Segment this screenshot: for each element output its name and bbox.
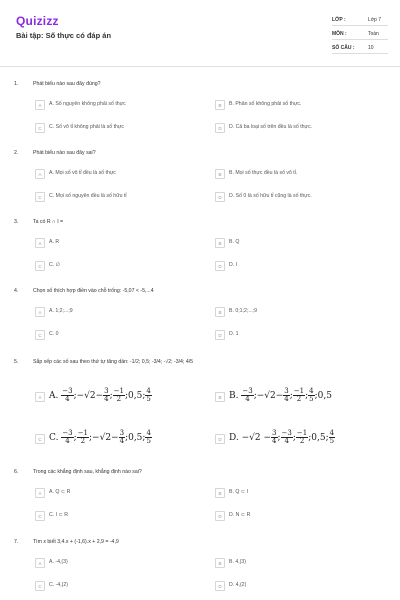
quizizz-logo: Quizizz (16, 14, 59, 28)
question-number: 2. (14, 150, 19, 156)
option-text: B. Phân số không phải số thực. (229, 101, 302, 107)
meta-key: LỚP : (332, 17, 346, 23)
option-text: A. Số nguyên không phải số thực (49, 101, 126, 107)
option-text: C. 0 (49, 331, 59, 337)
option-letter-box: D (215, 581, 225, 591)
meta-value: 10 (368, 45, 374, 51)
option-text: D. Cả ba loại số trên đều là số thực. (229, 124, 313, 130)
option-letter-box: B (215, 392, 225, 402)
meta-key: SỐ CÂU : (332, 45, 355, 51)
option-letter-box: C (35, 581, 45, 591)
meta-value: Lớp 7 (368, 17, 382, 23)
question-number: 7. (14, 539, 19, 545)
option-letter-box: D (215, 330, 225, 340)
option-letter-box: A (35, 238, 45, 248)
meta-key: MÔN : (332, 31, 347, 37)
option-letter-box: A (35, 392, 45, 402)
option-letter-box: C (35, 330, 45, 340)
question-text: Phát biểu nào sau đây đúng? (33, 81, 101, 87)
question-text: Phát biểu nào sau đây sai? (33, 150, 96, 156)
option-text: B. 0;1;2;...;9 (229, 308, 257, 314)
option-letter-box: C (35, 261, 45, 271)
option-text: C. I ⊂ R (49, 512, 69, 518)
option-letter-box: D (215, 261, 225, 271)
option-text: A. 1;2;...;9 (49, 308, 73, 314)
option-letter-box: C (35, 192, 45, 202)
option-text: B. Q ⊂ I (229, 489, 249, 495)
option-text: B. Q (229, 239, 240, 245)
option-text: D. N ⊂ R (229, 512, 251, 518)
option-text: B. (229, 391, 239, 401)
option-letter-box: C (35, 511, 45, 521)
option-math: D. −√2 − $\frac{3}{4}$ ; $\frac{-3}{4}$ ; $\frac{-1}{2}$ ;0,5; $\frac{4}{5}$ (229, 429, 335, 445)
option-letter-box: D (215, 123, 225, 133)
meta-value: Toán (368, 31, 379, 37)
question-number: 3. (14, 219, 19, 225)
option-text: D. −√2 − (229, 433, 272, 443)
option-letter-box: B (215, 558, 225, 568)
option-math: C. $\frac{-3}{4}$ ; $\frac{-1}{2}$ ;−√2− $\frac{3}{4}$ ;0,5; $\frac{4}{5}$ (49, 429, 151, 445)
option-text: D. Số 0 là số hữu tỉ cũng là số thực. (229, 193, 312, 199)
option-text: C. Mọi số nguyên đều là số hữu tỉ (49, 193, 127, 199)
question-number: 1. (14, 81, 19, 87)
option-letter-box: D (215, 434, 225, 444)
header-divider (0, 66, 400, 67)
option-letter-box: D (215, 192, 225, 202)
question-text: Trong các khẳng định sau, khẳng định nào sai? (33, 469, 142, 475)
page-title: Bài tập: Số thực có đáp án (16, 31, 112, 40)
option-text: C. -4,(2) (49, 582, 69, 588)
option-text: A. -4,(3) (49, 559, 68, 565)
option-letter-box: B (215, 238, 225, 248)
question-text: Tìm x biết 3,4.x + (-1,6).x + 2,9 = -4,9 (33, 539, 119, 545)
option-text: A. R (49, 239, 60, 245)
option-text: D. 4,(2) (229, 582, 247, 588)
option-letter-box: B (215, 169, 225, 179)
option-letter-box: A (35, 558, 45, 568)
option-letter-box: A (35, 100, 45, 110)
option-letter-box: D (215, 511, 225, 521)
option-letter-box: A (35, 307, 45, 317)
option-math: B. $\frac{-3}{4}$ ;−√2− $\frac{3}{4}$ ; $\frac{-1}{2}$ ; $\frac{4}{5}$ ;0,5 (229, 387, 332, 403)
question-text: Chọn số thích hợp điền vào chỗ trống: -5,07 < -5,...4 (33, 288, 154, 294)
option-text: B. Mọi số thực đều là số vô tỉ. (229, 170, 298, 176)
option-letter-box: C (35, 434, 45, 444)
option-letter-box: C (35, 123, 45, 133)
question-text: Ta có R ∩ I = (33, 219, 64, 225)
question-number: 6. (14, 469, 19, 475)
option-letter-box: B (215, 307, 225, 317)
option-text: A. Q ⊂ R (49, 489, 71, 495)
question-number: 4. (14, 288, 19, 294)
option-text: C. (49, 433, 59, 443)
option-math: A. $\frac{-3}{4}$ ;−√2− $\frac{3}{4}$ ; $\frac{-1}{2}$ ;0,5; $\frac{4}{5}$ (49, 387, 151, 403)
option-letter-box: A (35, 169, 45, 179)
question-text: Sắp xếp các số sau theo thứ tự tăng dần: -1/2; 0,5; -3/4; -√2; -3/4; 4/5 (33, 359, 194, 365)
option-text: B. 4,(3) (229, 559, 247, 565)
option-text: A. (49, 391, 59, 401)
option-letter-box: B (215, 100, 225, 110)
option-text: C. Số vô tỉ không phải là số thực (49, 124, 124, 130)
option-text: D. 1 (229, 331, 239, 337)
option-text: C. ∅ (49, 262, 61, 268)
question-number: 5. (14, 359, 19, 365)
option-letter-box: A (35, 488, 45, 498)
option-letter-box: B (215, 488, 225, 498)
option-text: D. I (229, 262, 238, 268)
option-text: A. Mọi số vô tỉ đều là số thực (49, 170, 116, 176)
